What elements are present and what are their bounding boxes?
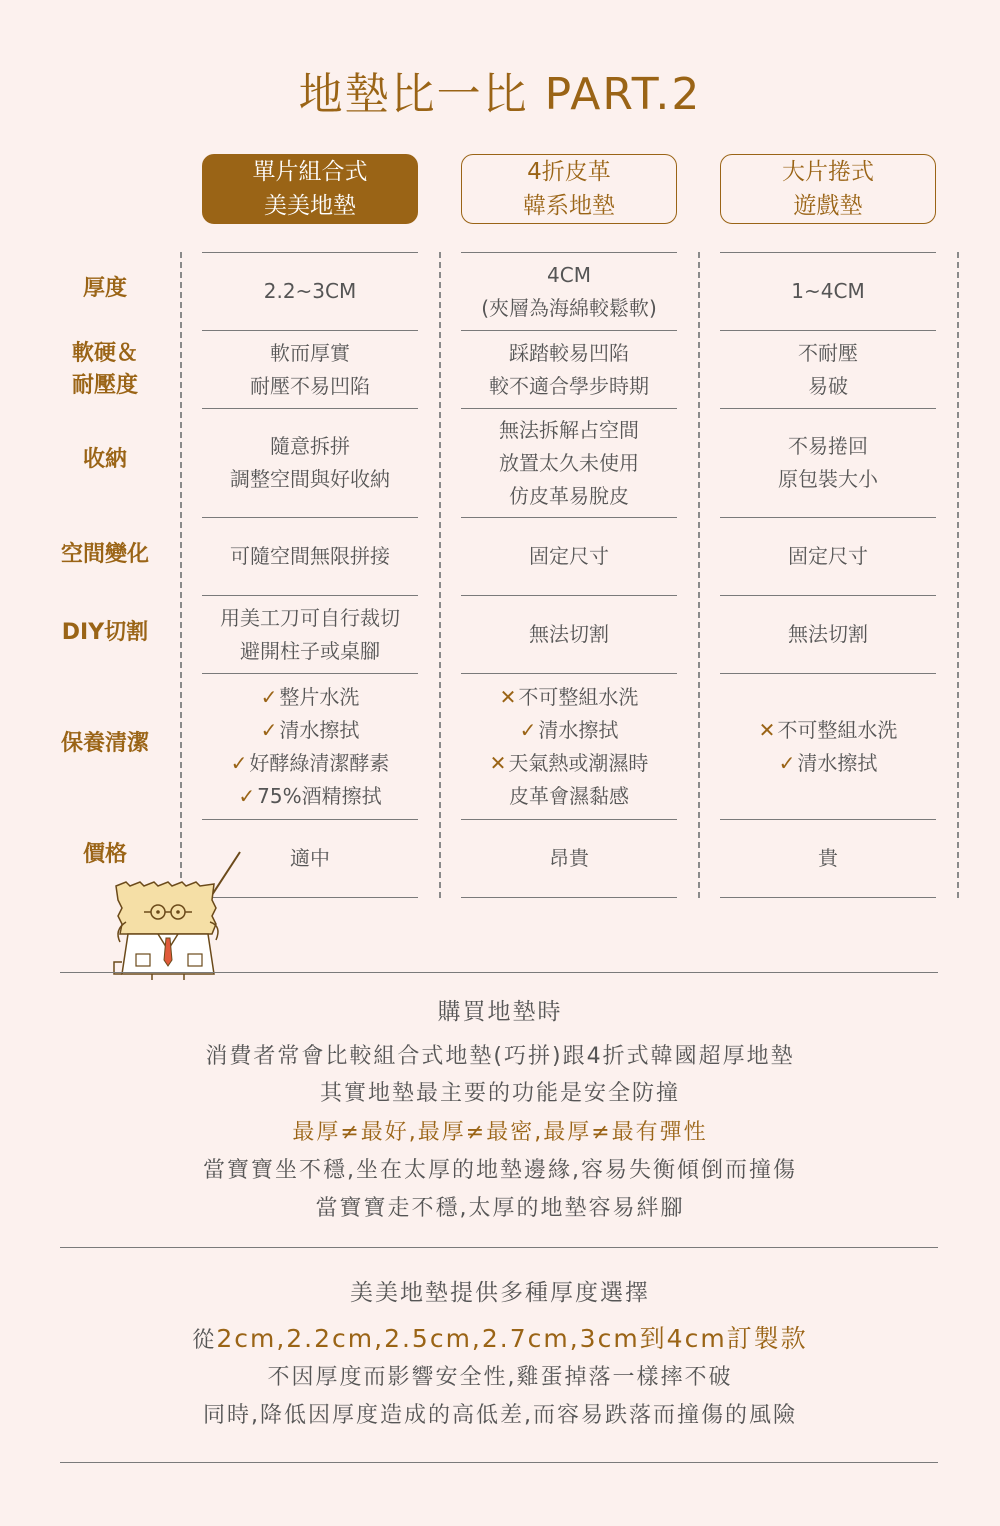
row-line	[720, 897, 936, 898]
row-line	[461, 897, 677, 898]
cell-text: 貴	[818, 846, 838, 870]
paragraph-line: 不因厚度而影響安全性,雞蛋掉落一樣摔不破	[267, 1365, 733, 1390]
cell-text: 軟而厚實	[270, 340, 350, 365]
cell-text: 隨意拆拼	[270, 434, 350, 458]
row-label-hardness	[30, 338, 180, 402]
column-divider	[698, 252, 700, 898]
row-line	[202, 673, 418, 674]
care-item: ✓ 清水擦拭	[778, 751, 878, 775]
cell-text: 調整空間與好收納	[230, 467, 390, 491]
cell-text: 仿皮革易脫皮	[509, 483, 629, 508]
row-label-price: 價格	[82, 842, 127, 867]
section-title-thickness-options: 美美地墊提供多種厚度選擇	[350, 1280, 650, 1306]
cell-text: (夾層為海綿較鬆軟)	[481, 295, 657, 320]
paragraph-line: 消費者常會比較組合式地墊(巧拼)跟4折式韓國超厚地墊	[205, 1044, 795, 1069]
mascot-illustration	[100, 850, 250, 980]
cell-care-tile	[202, 680, 418, 814]
row-label-thickness: 厚度	[82, 276, 127, 301]
cell-text: 適中	[290, 846, 330, 870]
cell-diy-roll	[720, 596, 936, 673]
cell-text: 4CM	[547, 262, 591, 287]
cell-text: 不易捲回	[788, 434, 868, 458]
section-divider	[60, 1462, 938, 1463]
check-icon: ✓	[238, 784, 256, 808]
column-header-line: 大片捲式	[782, 159, 874, 185]
cell-thickness-tile	[202, 253, 418, 330]
cell-text: 較不適合學步時期	[489, 373, 649, 398]
row-label-space: 空間變化	[60, 542, 149, 567]
row-label-care: 保養清潔	[60, 731, 149, 756]
page-title: 地墊比一比 PART.2	[298, 69, 702, 120]
cell-text: 原包裝大小	[778, 467, 878, 491]
column-header-line: 美美地墊	[264, 193, 356, 219]
options-highlight: 2cm,2.2cm,2.5cm,2.7cm,3cm到4cm訂製款	[216, 1324, 808, 1353]
cell-storage-tile	[202, 409, 418, 517]
care-item: ✕ 不可整組水洗	[499, 685, 639, 709]
care-item: ✓ 清水擦拭	[519, 718, 619, 742]
paragraph-line: 其實地墊最主要的功能是安全防撞	[319, 1081, 680, 1106]
column-header-line: 單片組合式	[252, 159, 368, 185]
paragraph-line-options	[0, 1320, 1000, 1359]
cell-care-roll	[720, 680, 936, 814]
cell-text: 避開柱子或桌腳	[240, 638, 380, 663]
cell-diy-leather	[461, 596, 677, 673]
cell-text: 無法拆解占空間	[499, 417, 639, 442]
care-item: ✓ 75%酒精擦拭	[238, 784, 382, 808]
cell-text: 無法切割	[529, 622, 609, 646]
cell-text: 不耐壓	[798, 340, 858, 365]
row-line	[720, 673, 936, 674]
check-icon: ✓	[778, 751, 796, 775]
cell-space-roll	[720, 518, 936, 595]
cell-care-leather	[461, 680, 677, 814]
cell-text: 無法切割	[788, 622, 868, 646]
cell-price-roll	[720, 820, 936, 897]
options-prefix: 從	[192, 1328, 217, 1353]
cell-diy-tile	[202, 596, 418, 673]
cross-icon: ✕	[758, 718, 776, 742]
cell-thickness-roll	[720, 253, 936, 330]
cell-space-tile	[202, 518, 418, 595]
cell-text: 用美工刀可自行裁切	[220, 605, 400, 630]
cell-space-leather	[461, 518, 677, 595]
row-label-line: 軟硬＆	[71, 341, 138, 366]
row-label-line: 耐壓度	[71, 373, 138, 398]
paragraph-line-highlight: 最厚≠最好,最厚≠最密,最厚≠最有彈性	[292, 1120, 708, 1145]
column-divider	[439, 252, 441, 898]
care-item: ✓ 整片水洗	[260, 685, 360, 709]
check-icon: ✓	[260, 685, 278, 709]
column-divider	[957, 252, 959, 898]
check-icon: ✓	[230, 751, 248, 775]
column-header-line: 韓系地墊	[523, 193, 615, 219]
cell-storage-leather	[461, 409, 677, 517]
cell-text: 昂貴	[549, 846, 589, 870]
cross-icon: ✕	[489, 751, 507, 775]
cross-icon: ✕	[499, 685, 517, 709]
paragraph-line: 當寶寶坐不穩,坐在太厚的地墊邊緣,容易失衡傾倒而撞傷	[203, 1158, 797, 1183]
care-item: ✕ 不可整組水洗	[758, 718, 898, 742]
care-item: ✓ 清水擦拭	[260, 718, 360, 742]
cell-thickness-leather	[461, 253, 677, 330]
cell-text: 耐壓不易凹陷	[250, 373, 370, 398]
column-header-tile-mat	[202, 154, 418, 224]
column-header-leather-mat	[461, 154, 677, 224]
cell-hardness-leather	[461, 331, 677, 408]
row-line	[461, 673, 677, 674]
section-divider	[60, 1247, 938, 1248]
cell-hardness-roll	[720, 331, 936, 408]
care-item: 皮革會濕黏感	[509, 784, 629, 808]
check-icon: ✓	[519, 718, 537, 742]
column-header-line: 遊戲墊	[793, 193, 863, 219]
column-header-line: 4折皮革	[527, 159, 611, 185]
cell-text: 可隨空間無限拼接	[230, 544, 390, 568]
cell-text: 放置太久未使用	[499, 450, 639, 475]
cell-storage-roll	[720, 409, 936, 517]
paragraph-line: 同時,降低因厚度造成的高低差,而容易跌落而撞傷的風險	[203, 1403, 797, 1428]
cell-text: 固定尺寸	[788, 544, 868, 568]
care-item: ✕ 天氣熱或潮濕時	[489, 751, 649, 775]
cell-text: 固定尺寸	[529, 544, 609, 568]
care-item: ✓ 好酵綠清潔酵素	[230, 751, 390, 775]
cell-text: 2.2~3CM	[263, 279, 357, 303]
column-divider	[180, 252, 182, 898]
paragraph-line: 當寶寶走不穩,太厚的地墊容易絆腳	[315, 1196, 685, 1221]
cell-text: 1~4CM	[791, 279, 865, 303]
cell-text: 踩踏較易凹陷	[509, 340, 629, 365]
row-label-diy: DIY切割	[61, 620, 149, 645]
cell-hardness-tile	[202, 331, 418, 408]
cell-text: 易破	[808, 373, 848, 398]
section-title-buying: 購買地墊時	[437, 999, 563, 1025]
row-label-storage: 收納	[82, 447, 127, 472]
section-divider	[60, 972, 938, 973]
cell-price-leather	[461, 820, 677, 897]
check-icon: ✓	[260, 718, 278, 742]
column-header-roll-mat	[720, 154, 936, 224]
